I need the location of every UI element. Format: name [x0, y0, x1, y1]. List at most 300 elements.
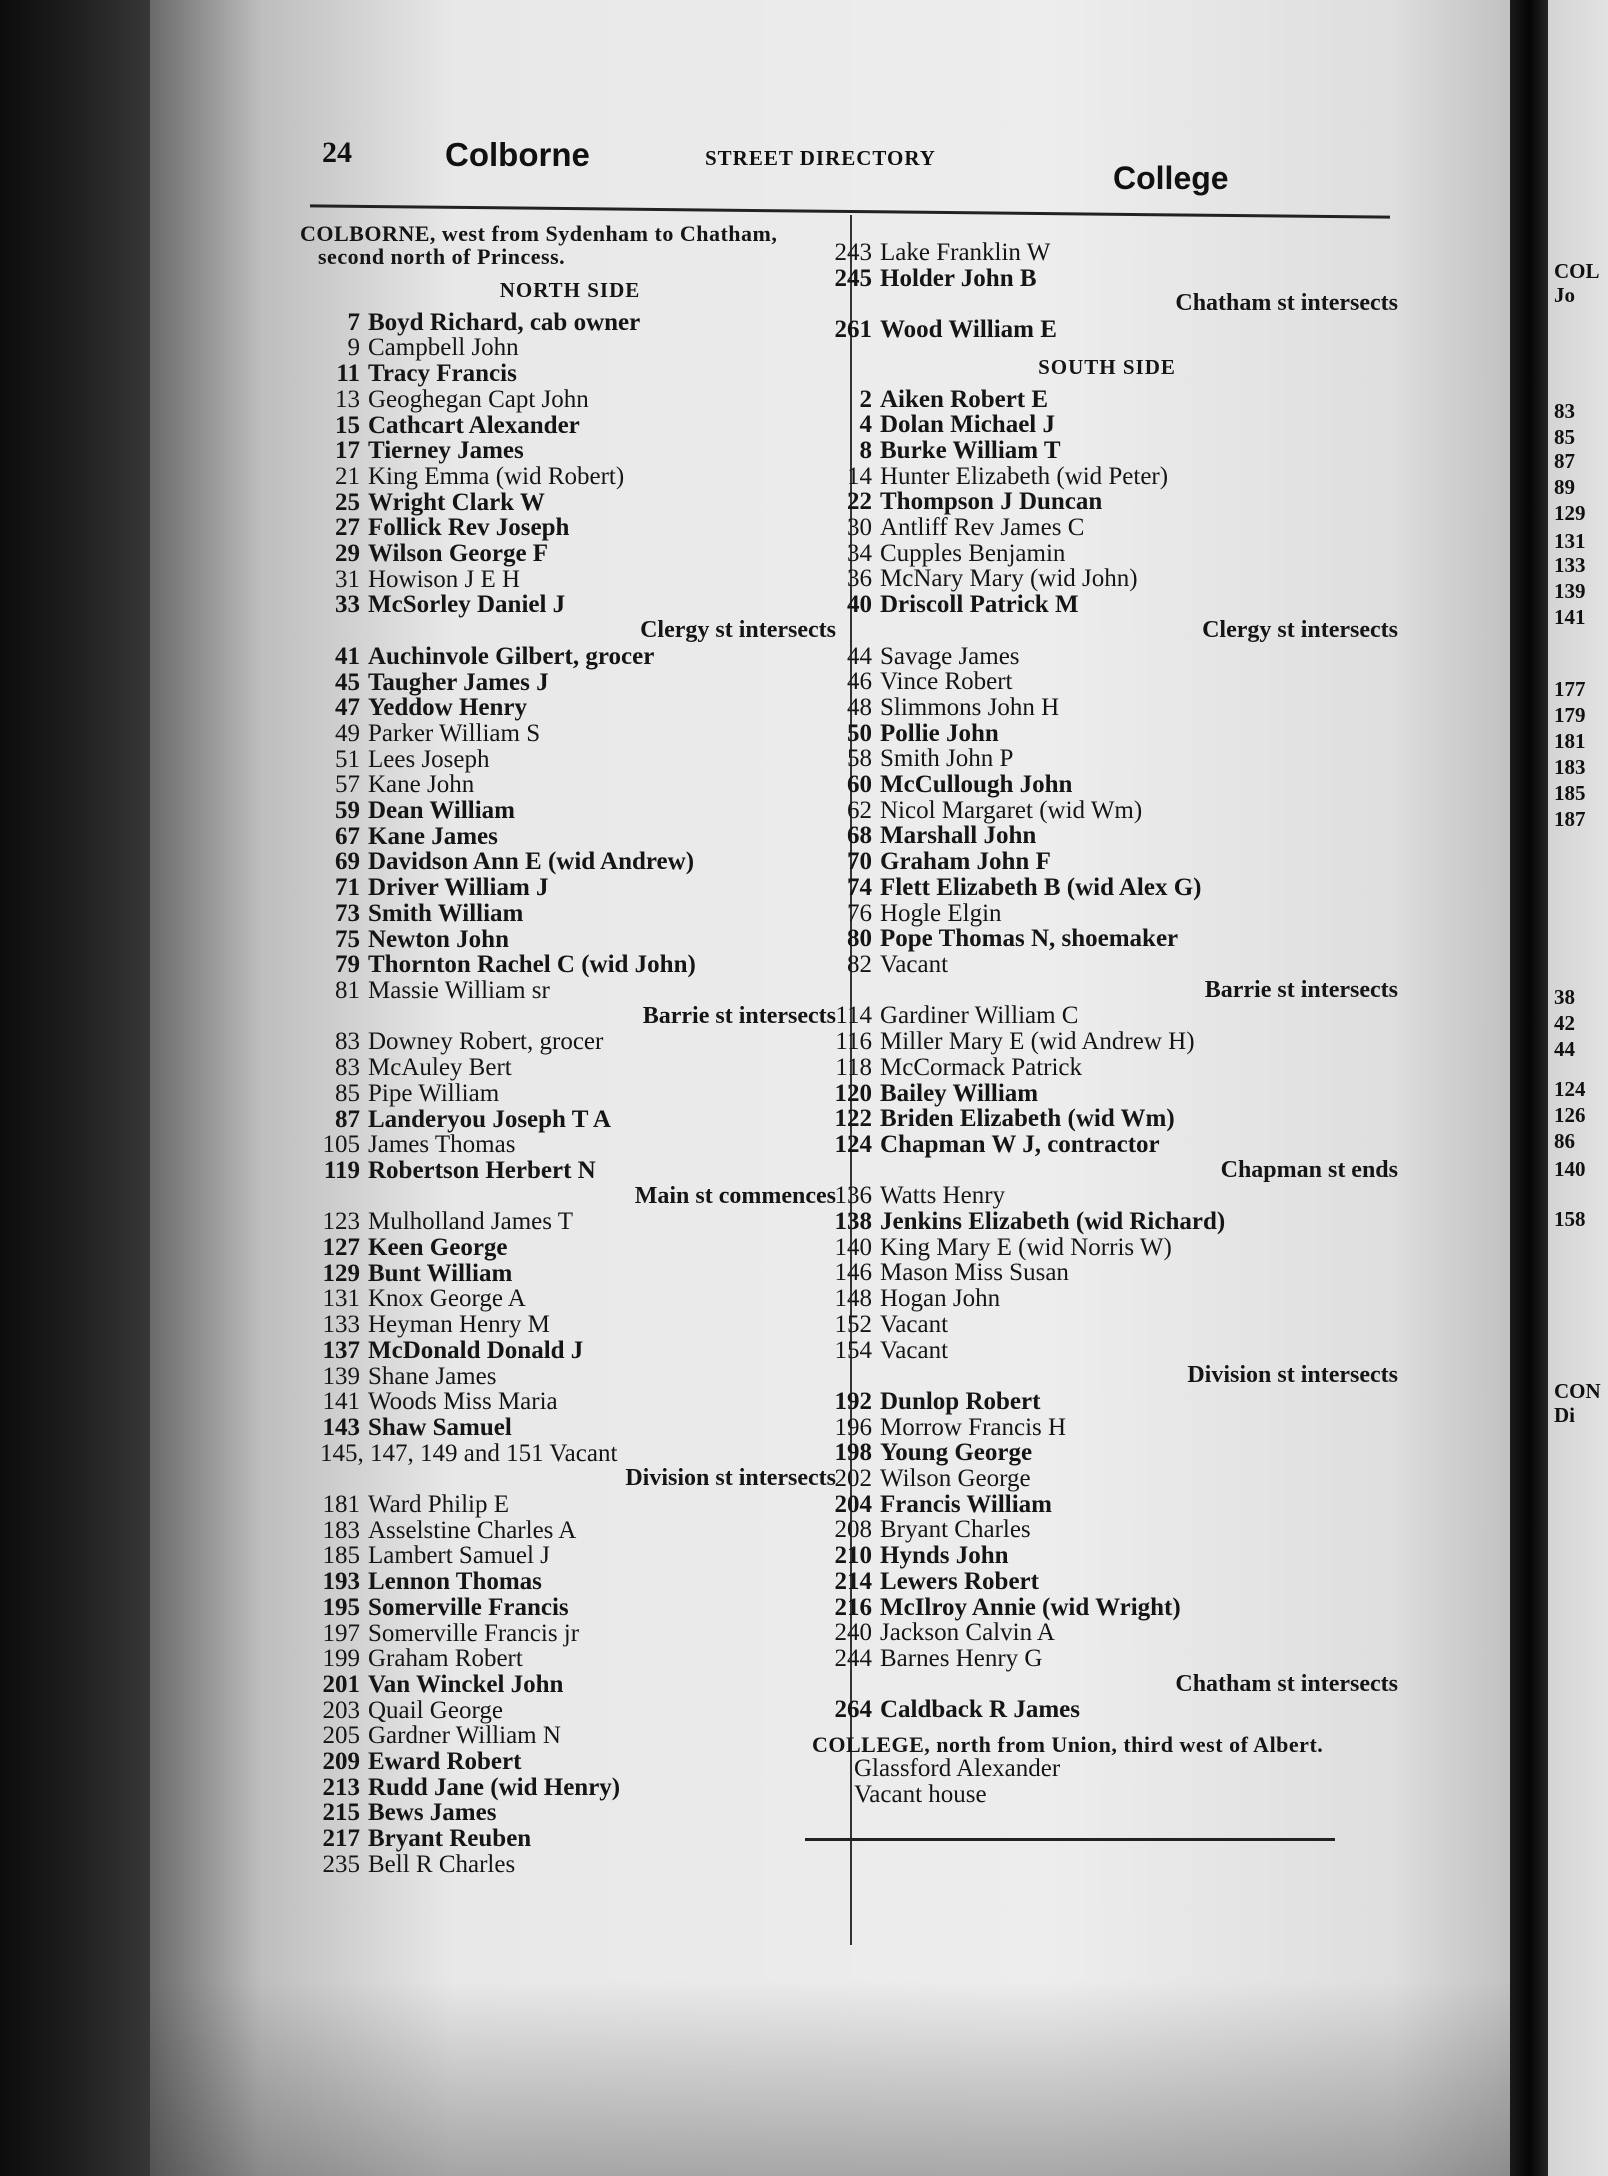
- directory-entry: [300, 541, 840, 567]
- directory-entry: [812, 1235, 1402, 1261]
- next-page-fragment: 139: [1554, 579, 1586, 603]
- directory-entry: [812, 1466, 1402, 1492]
- resident-name: Lake Franklin W: [880, 239, 1051, 266]
- house-number: 152: [834, 1310, 872, 1338]
- directory-entry: [812, 1183, 1402, 1209]
- intersection-note: Barrie st intersects: [642, 1002, 836, 1029]
- directory-entry: [812, 592, 1402, 618]
- directory-entry: [300, 721, 840, 747]
- resident-name: Driver William J: [368, 874, 549, 902]
- directory-entry: [300, 1595, 840, 1621]
- resident-name: Davidson Ann E (wid Andrew): [368, 848, 695, 876]
- directory-entry: [300, 1081, 840, 1107]
- resident-name: Thompson J Duncan: [880, 488, 1103, 516]
- left-running-head: Colborne: [445, 136, 590, 173]
- directory-entry: [812, 1595, 1402, 1621]
- house-number: 36: [847, 565, 872, 593]
- directory-entry: [812, 926, 1402, 952]
- next-page-fragment: Jo: [1554, 283, 1575, 307]
- house-number: 192: [834, 1387, 872, 1415]
- resident-name: Pope Thomas N, shoemaker: [880, 925, 1179, 953]
- house-number: 118: [835, 1053, 872, 1081]
- next-page-fragment: 131: [1554, 529, 1586, 553]
- resident-name: McSorley Daniel J: [368, 591, 566, 619]
- resident-name: Morrow Francis H: [880, 1413, 1067, 1441]
- directory-entry: [300, 1132, 840, 1158]
- house-number: 25: [335, 488, 360, 516]
- directory-entry: [812, 798, 1402, 824]
- house-number: 148: [834, 1285, 872, 1313]
- resident-name: Jackson Calvin A: [880, 1619, 1055, 1647]
- page-number: 24: [322, 136, 352, 169]
- house-number: 4: [859, 411, 872, 439]
- intersection-note: Clergy st intersects: [1202, 616, 1398, 643]
- directory-entry: [812, 1517, 1402, 1543]
- directory-entry: [812, 541, 1402, 567]
- house-number: 83: [335, 1054, 360, 1082]
- resident-name: Antliff Rev James C: [880, 514, 1085, 542]
- house-number: 199: [322, 1645, 360, 1673]
- resident-name: Bryant Reuben: [368, 1825, 532, 1853]
- directory-entry: [812, 1132, 1402, 1158]
- directory-entry: [300, 772, 840, 798]
- directory-entry: [812, 1389, 1402, 1415]
- resident-name: Dean William: [368, 797, 516, 825]
- house-number: 210: [834, 1542, 872, 1570]
- resident-name: Lewers Robert: [880, 1567, 1039, 1595]
- house-number: 215: [322, 1799, 360, 1827]
- house-number: 41: [335, 642, 360, 670]
- house-number: 131: [322, 1285, 360, 1313]
- next-page-fragment: 126: [1554, 1103, 1586, 1127]
- resident-name: McCullough John: [880, 771, 1073, 799]
- house-number: 22: [847, 488, 872, 516]
- directory-entry: [812, 1697, 1402, 1723]
- house-number: 120: [834, 1079, 872, 1107]
- resident-name: Vince Robert: [880, 668, 1013, 696]
- house-number: 47: [335, 694, 360, 722]
- directory-entry: [812, 1209, 1402, 1235]
- house-number: 143: [322, 1413, 360, 1441]
- house-number: 217: [322, 1825, 360, 1853]
- directory-entry: [300, 567, 840, 593]
- directory-entry: [812, 875, 1402, 901]
- resident-name: Hogle Elgin: [880, 899, 1002, 927]
- house-number: 240: [834, 1619, 872, 1647]
- house-number: 7: [347, 308, 360, 336]
- street-intro: COLBORNE, west from Sydenham to Chatham, second north of Princess.: [300, 221, 778, 269]
- intersection-note: Chapman st ends: [1220, 1156, 1398, 1183]
- directory-entry: [812, 515, 1402, 541]
- resident-name: Parker William S: [368, 719, 541, 747]
- resident-name: Jenkins Elizabeth (wid Richard): [880, 1208, 1226, 1236]
- resident-name: Follick Rev Joseph: [368, 514, 570, 542]
- directory-entry: [300, 361, 840, 387]
- directory-entry: [812, 721, 1402, 747]
- resident-name: Graham Robert: [368, 1645, 523, 1673]
- side-heading: SOUTH SIDE: [1038, 354, 1176, 379]
- resident-name: Cupples Benjamin: [880, 539, 1066, 567]
- next-page-fragment: 87: [1554, 449, 1575, 473]
- resident-name: Gardner William N: [368, 1722, 561, 1750]
- directory-entry: [300, 1518, 840, 1544]
- house-number: 245: [834, 264, 872, 292]
- house-number: 29: [335, 540, 360, 568]
- entry-list: [300, 644, 840, 1004]
- house-number: 181: [322, 1491, 360, 1519]
- resident-name: McCormack Patrick: [880, 1053, 1083, 1081]
- resident-name: Kane James: [368, 822, 498, 850]
- next-page-fragment: 89: [1554, 475, 1575, 499]
- resident-name: Holder John B: [880, 264, 1037, 292]
- house-number: 75: [335, 925, 360, 953]
- resident-name: Auchinvole Gilbert, grocer: [368, 642, 655, 670]
- house-number: 195: [322, 1593, 360, 1621]
- resident-name: Wilson George F: [368, 540, 549, 568]
- directory-entry: [812, 1055, 1402, 1081]
- next-page-fragment: COL: [1554, 259, 1600, 283]
- directory-entry: [812, 1081, 1402, 1107]
- resident-name: Briden Elizabeth (wid Wm): [880, 1105, 1175, 1133]
- directory-entry: [300, 670, 840, 696]
- directory-entry: [812, 644, 1402, 670]
- directory-entry: [812, 1440, 1402, 1466]
- directory-entry: [300, 1312, 840, 1338]
- house-number: 209: [322, 1748, 360, 1776]
- intersection-note: Division st intersects: [1187, 1362, 1398, 1389]
- resident-name: Newton John: [368, 925, 509, 953]
- resident-name: Aiken Robert E: [880, 385, 1049, 413]
- directory-entry: [812, 952, 1402, 978]
- directory-entry: [812, 1029, 1402, 1055]
- resident-name: Asselstine Charles A: [368, 1516, 577, 1544]
- directory-entry: [300, 413, 840, 439]
- house-number: 31: [335, 565, 360, 593]
- scan-dark-margin: [0, 0, 160, 2176]
- resident-name: Woods Miss Maria: [368, 1388, 558, 1416]
- directory-entry: [300, 901, 840, 927]
- right-column: [812, 240, 1402, 1807]
- house-number: 8: [859, 436, 872, 464]
- house-number: 198: [834, 1439, 872, 1467]
- house-number: 261: [834, 316, 872, 344]
- resident-name: Dunlop Robert: [880, 1387, 1041, 1415]
- resident-name: Vacant: [880, 1336, 949, 1364]
- house-number: 208: [834, 1516, 872, 1544]
- directory-entry: [300, 1055, 840, 1081]
- directory-entry: [300, 438, 840, 464]
- resident-name: Van Winckel John: [368, 1670, 564, 1698]
- next-page-fragment: 42: [1554, 1011, 1575, 1035]
- resident-name: Robertson Herbert N: [368, 1156, 596, 1184]
- intersection-note: Barrie st intersects: [1204, 976, 1398, 1003]
- directory-entry: [300, 1800, 840, 1826]
- directory-entry: [812, 240, 1402, 266]
- college-street-intro: COLLEGE, north from Union, third west of Albert.: [812, 1732, 1324, 1758]
- resident-name: Taugher James J: [368, 668, 549, 696]
- entry-list: [812, 1389, 1402, 1672]
- next-page-fragment: 85: [1554, 425, 1575, 449]
- resident-name: King Mary E (wid Norris W): [880, 1233, 1172, 1261]
- directory-entry: [812, 1646, 1402, 1672]
- intersection-note: Chatham st intersects: [1175, 1670, 1398, 1697]
- directory-entry: [300, 1646, 840, 1672]
- directory-entry: [812, 823, 1402, 849]
- directory-entry: [300, 1389, 840, 1415]
- resident-name: Pipe William: [368, 1079, 500, 1107]
- resident-name: Shane James: [368, 1362, 497, 1390]
- house-number: 15: [335, 411, 360, 439]
- directory-entry: [300, 1621, 840, 1647]
- intersection-note: Clergy st intersects: [640, 617, 836, 644]
- resident-name: Caldback R James: [880, 1696, 1081, 1724]
- house-number: 68: [847, 822, 872, 850]
- next-page-fragment: 181: [1554, 729, 1586, 753]
- directory-entry: [812, 1260, 1402, 1286]
- directory-entry: [812, 412, 1402, 438]
- directory-entry: [812, 746, 1402, 772]
- directory-entry: [812, 1569, 1402, 1595]
- directory-entry: [812, 387, 1402, 413]
- house-number: 71: [335, 874, 360, 902]
- right-running-head: College: [1113, 160, 1229, 196]
- resident-name: Howison J E H: [368, 565, 521, 593]
- next-page-fragment: 179: [1554, 703, 1586, 727]
- directory-entry: [812, 772, 1402, 798]
- house-number: 264: [834, 1696, 872, 1724]
- directory-entry: [812, 695, 1402, 721]
- intersection-note: Division st intersects: [625, 1465, 836, 1492]
- next-page-fragment: CON: [1554, 1379, 1601, 1403]
- house-number: 13: [335, 385, 360, 413]
- house-number: 129: [322, 1259, 360, 1287]
- directory-entry: [300, 1826, 840, 1852]
- house-number: 203: [322, 1696, 360, 1724]
- intersection-note: Main st commences: [634, 1182, 836, 1209]
- house-number: 51: [335, 745, 360, 773]
- section-rule: [805, 1838, 1335, 1841]
- resident-name: Mason Miss Susan: [880, 1259, 1069, 1287]
- resident-name: Wright Clark W: [368, 488, 545, 516]
- next-page-fragment: 141: [1554, 605, 1586, 629]
- house-number: 81: [335, 976, 360, 1004]
- house-number: 154: [834, 1336, 872, 1364]
- house-number: 60: [847, 771, 872, 799]
- house-number: 202: [834, 1465, 872, 1493]
- next-page-fragment: 140: [1554, 1157, 1586, 1181]
- resident-name: Cathcart Alexander: [368, 411, 580, 439]
- directory-entry: [812, 266, 1402, 292]
- directory-entry: [300, 952, 840, 978]
- resident-name: Yeddow Henry: [368, 694, 528, 722]
- next-page-fragment: 185: [1554, 781, 1586, 805]
- directory-entry: [300, 335, 840, 361]
- entry-list: [812, 644, 1402, 978]
- next-page-fragment: Di: [1554, 1403, 1575, 1427]
- house-number: 183: [322, 1516, 360, 1544]
- house-number: 244: [834, 1644, 872, 1672]
- directory-entry: [300, 695, 840, 721]
- directory-entry: [812, 489, 1402, 515]
- directory-entry: [300, 1209, 840, 1235]
- directory-entry: [812, 1312, 1402, 1338]
- directory-entry: [812, 901, 1402, 927]
- house-number: 137: [322, 1336, 360, 1364]
- resident-name: Driscoll Patrick M: [880, 591, 1079, 619]
- resident-name: Hynds John: [880, 1542, 1009, 1570]
- intersection-note: Chatham st intersects: [1175, 290, 1398, 317]
- resident-name: Graham John F: [880, 848, 1051, 876]
- resident-name: Ward Philip E: [368, 1491, 510, 1519]
- house-number: 40: [847, 591, 872, 619]
- resident-name: King Emma (wid Robert): [368, 462, 625, 490]
- resident-name: McNary Mary (wid John): [880, 565, 1138, 593]
- resident-name: Watts Henry: [880, 1182, 1006, 1210]
- resident-name: Bell R Charles: [368, 1850, 516, 1878]
- house-number: 59: [335, 797, 360, 825]
- house-number: 140: [834, 1233, 872, 1261]
- resident-name: Eward Robert: [368, 1748, 522, 1776]
- entry-list: [812, 1697, 1402, 1723]
- resident-name: Heyman Henry M: [368, 1311, 550, 1339]
- resident-name: Knox George A: [368, 1285, 526, 1313]
- next-page-fragment: 158: [1554, 1207, 1586, 1231]
- directory-entry: [300, 978, 840, 1004]
- directory-entry: [300, 644, 840, 670]
- resident-name: Nicol Margaret (wid Wm): [880, 796, 1143, 824]
- resident-name: McDonald Donald J: [368, 1336, 584, 1364]
- house-number: 243: [834, 239, 872, 266]
- house-number: 213: [322, 1773, 360, 1801]
- book-gutter: [1510, 0, 1550, 2176]
- next-page-fragment: 177: [1554, 677, 1586, 701]
- house-number: 49: [335, 719, 360, 747]
- house-number: 50: [847, 719, 872, 747]
- house-number: 133: [322, 1311, 360, 1339]
- house-number: 82: [847, 950, 872, 978]
- house-number: 139: [322, 1362, 360, 1390]
- house-number: 17: [335, 437, 360, 465]
- resident-name: Bailey William: [880, 1079, 1039, 1107]
- house-number: 2: [859, 385, 872, 413]
- college-entry: Vacant house: [854, 1780, 987, 1808]
- resident-name: Smith William: [368, 899, 524, 927]
- next-page-fragment: 86: [1554, 1129, 1575, 1153]
- house-number: 116: [835, 1028, 872, 1056]
- directory-entry: [812, 1338, 1402, 1364]
- directory-entry: [300, 875, 840, 901]
- house-number: 21: [335, 462, 360, 490]
- house-number: 124: [834, 1130, 872, 1158]
- directory-entry: [812, 1492, 1402, 1518]
- directory-entry: [812, 1543, 1402, 1569]
- directory-entry: [300, 1852, 840, 1878]
- directory-entry: [300, 1569, 840, 1595]
- house-number: 122: [834, 1105, 872, 1133]
- resident-name: Campbell John: [368, 334, 519, 362]
- resident-name: Geoghegan Capt John: [368, 385, 589, 413]
- next-page-edge: [1548, 0, 1608, 2176]
- house-number: 67: [335, 822, 360, 850]
- house-number: 105: [322, 1131, 360, 1159]
- directory-entry: [812, 1286, 1402, 1312]
- resident-name: Hunter Elizabeth (wid Peter): [880, 462, 1169, 490]
- college-entry: Glassford Alexander: [854, 1755, 1061, 1783]
- resident-name: Somerville Francis: [368, 1593, 569, 1621]
- house-number: 197: [322, 1619, 360, 1647]
- house-number: 58: [847, 745, 872, 773]
- entry-list: [812, 317, 1402, 343]
- directory-entry: [812, 1003, 1402, 1029]
- directory-entry: [300, 849, 840, 875]
- house-number: 136: [834, 1182, 872, 1210]
- resident-name: Bryant Charles: [880, 1516, 1031, 1544]
- resident-name: Young George: [880, 1439, 1033, 1467]
- directory-entry: [812, 1415, 1402, 1441]
- house-number: 44: [847, 642, 872, 670]
- resident-name: Vacant: [880, 950, 949, 978]
- directory-entry: [300, 1029, 840, 1055]
- directory-entry: [300, 1543, 840, 1569]
- resident-name: Lennon Thomas: [368, 1568, 542, 1596]
- vacant-line: 145, 147, 149 and 151 Vacant: [320, 1439, 618, 1467]
- resident-name: Miller Mary E (wid Andrew H): [880, 1028, 1195, 1056]
- resident-name: Vacant: [880, 1310, 949, 1338]
- page-title: STREET DIRECTORY: [705, 146, 936, 170]
- house-number: 48: [847, 693, 872, 721]
- house-number: 185: [322, 1542, 360, 1570]
- house-number: 146: [834, 1259, 872, 1287]
- directory-entry: [300, 927, 840, 953]
- house-number: 9: [347, 334, 360, 362]
- directory-entry: [812, 317, 1402, 343]
- directory-entry: [812, 464, 1402, 490]
- resident-name: Dolan Michael J: [880, 411, 1055, 439]
- next-page-fragment: 38: [1554, 985, 1575, 1009]
- directory-entry: [300, 1261, 840, 1287]
- resident-name: Boyd Richard, cab owner: [368, 308, 641, 336]
- entry-list: [812, 387, 1402, 618]
- resident-name: Smith John P: [880, 745, 1014, 773]
- house-number: 11: [336, 360, 360, 388]
- house-number: 119: [323, 1156, 360, 1184]
- resident-name: Quail George: [368, 1696, 503, 1724]
- directory-entry: [300, 1364, 840, 1390]
- house-number: 141: [322, 1388, 360, 1416]
- directory-entry: [300, 1415, 840, 1441]
- resident-name: Shaw Samuel: [368, 1413, 512, 1441]
- entry-list: [812, 1183, 1402, 1363]
- resident-name: Kane John: [368, 771, 475, 799]
- house-number: 70: [847, 848, 872, 876]
- house-number: 14: [847, 462, 872, 490]
- directory-entry: [300, 1749, 840, 1775]
- directory-entry: [300, 1492, 840, 1518]
- entry-list: [300, 1209, 840, 1440]
- resident-name: Francis William: [880, 1490, 1052, 1518]
- directory-entry: [300, 1235, 840, 1261]
- resident-name: Hogan John: [880, 1285, 1001, 1313]
- house-number: 85: [335, 1079, 360, 1107]
- resident-name: Tierney James: [368, 437, 524, 465]
- house-number: 57: [335, 771, 360, 799]
- resident-name: Lambert Samuel J: [368, 1542, 550, 1570]
- directory-entry: [300, 515, 840, 541]
- house-number: 79: [335, 951, 360, 979]
- house-number: 76: [847, 899, 872, 927]
- directory-entry: [300, 387, 840, 413]
- directory-entry: [812, 669, 1402, 695]
